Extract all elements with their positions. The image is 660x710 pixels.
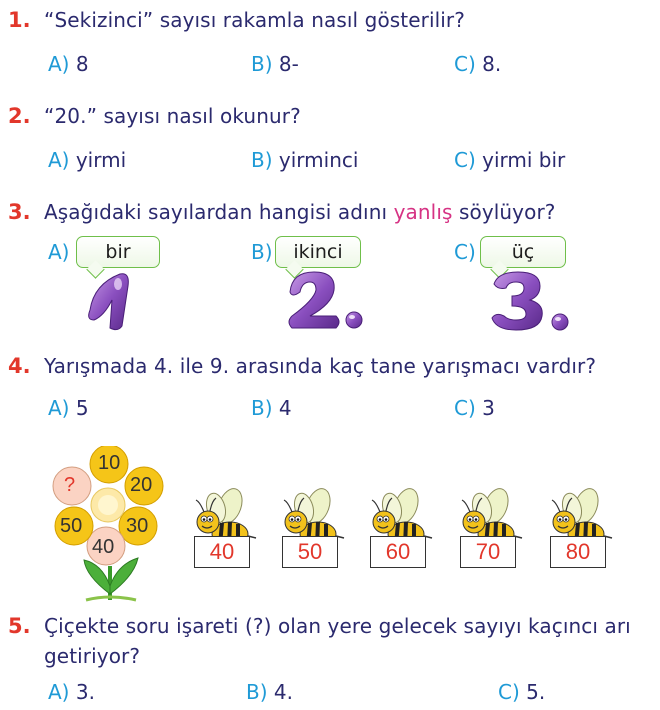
- option-letter: B): [251, 396, 273, 420]
- numeral-two-image: [284, 270, 374, 332]
- q4-option-b[interactable]: [251, 396, 292, 420]
- q4-option-c[interactable]: [454, 396, 495, 420]
- bee-card-4: 70: [460, 536, 516, 568]
- bee-card-3: 60: [370, 536, 426, 568]
- q3-bubble-c: üç: [480, 236, 566, 268]
- option-letter: A): [48, 396, 70, 420]
- option-value: 3.: [75, 680, 95, 704]
- q2-text: “20.” sayısı nasıl okunur?: [44, 104, 301, 128]
- q2-number: 2.: [8, 104, 31, 128]
- option-letter: C): [454, 148, 476, 172]
- q2-option-c[interactable]: [454, 148, 565, 172]
- flower-petal-30: 30: [126, 515, 149, 537]
- q5-option-c[interactable]: [498, 680, 545, 704]
- q2-option-b[interactable]: [251, 148, 358, 172]
- q2-option-a[interactable]: [48, 148, 126, 172]
- bee-card-2: 50: [282, 536, 338, 568]
- q5-text-line1: Çiçekte soru işareti (?) olan yere gelecek sayıyı kaçıncı arı: [44, 614, 631, 638]
- q1-option-c[interactable]: [454, 52, 501, 76]
- option-value: 4: [278, 396, 292, 420]
- bee-card-1: 40: [194, 536, 250, 568]
- flower-petal-50: 50: [60, 515, 83, 537]
- option-letter: A): [48, 148, 70, 172]
- option-value: 5.: [526, 680, 546, 704]
- bee-card-5: 80: [550, 536, 606, 568]
- option-value: 3: [482, 396, 495, 420]
- q1-number: 1.: [8, 8, 31, 32]
- q3-text-before: Aşağıdaki sayılardan hangisi adını: [44, 200, 394, 224]
- q1-text: “Sekizinci” sayısı rakamla nasıl gösterilir?: [44, 8, 465, 32]
- q3-bubble-a: bir: [76, 236, 160, 268]
- option-value: 8: [75, 52, 89, 76]
- option-letter: C): [454, 396, 476, 420]
- option-letter: A): [48, 680, 70, 704]
- option-letter: A): [48, 52, 70, 76]
- flower-petal-20: 20: [130, 474, 153, 496]
- q3-option-a-letter[interactable]: A): [48, 240, 70, 264]
- q3-option-c-letter[interactable]: C): [454, 240, 476, 264]
- option-value: 4.: [273, 680, 293, 704]
- numeral-one-image: [80, 270, 170, 332]
- option-letter: C): [454, 52, 476, 76]
- flower-petal-10: 10: [98, 452, 121, 474]
- option-value: yirmi: [75, 148, 127, 172]
- q1-option-a[interactable]: [48, 52, 89, 76]
- q5-text-line2: getiriyor?: [44, 644, 141, 668]
- q4-option-a[interactable]: [48, 396, 89, 420]
- q4-number: 4.: [8, 354, 31, 378]
- q5-option-a[interactable]: [48, 680, 95, 704]
- flower-petal-40: 40: [92, 536, 115, 558]
- option-value: 5: [75, 396, 89, 420]
- q3-text-highlight: yanlış: [393, 200, 453, 224]
- option-value: 8-: [278, 52, 299, 76]
- option-value: yirmi bir: [482, 148, 566, 172]
- q5-number: 5.: [8, 614, 31, 638]
- numeral-three-image: [488, 270, 578, 332]
- option-letter: B): [251, 52, 273, 76]
- q5-option-b[interactable]: [246, 680, 293, 704]
- q4-text: Yarışmada 4. ile 9. arasında kaç tane yarışmacı vardır?: [44, 354, 597, 378]
- q3-text: [44, 200, 556, 224]
- q1-option-b[interactable]: [251, 52, 299, 76]
- q3-bubble-b: ikinci: [275, 236, 361, 268]
- option-letter: B): [251, 148, 273, 172]
- flower-petal-question: ?: [64, 474, 76, 496]
- option-letter: B): [246, 680, 268, 704]
- q3-option-b-letter[interactable]: B): [251, 240, 273, 264]
- option-value: yirminci: [278, 148, 359, 172]
- q3-number: 3.: [8, 200, 31, 224]
- q3-text-after: söylüyor?: [452, 200, 556, 224]
- option-letter: C): [498, 680, 520, 704]
- option-value: 8.: [482, 52, 502, 76]
